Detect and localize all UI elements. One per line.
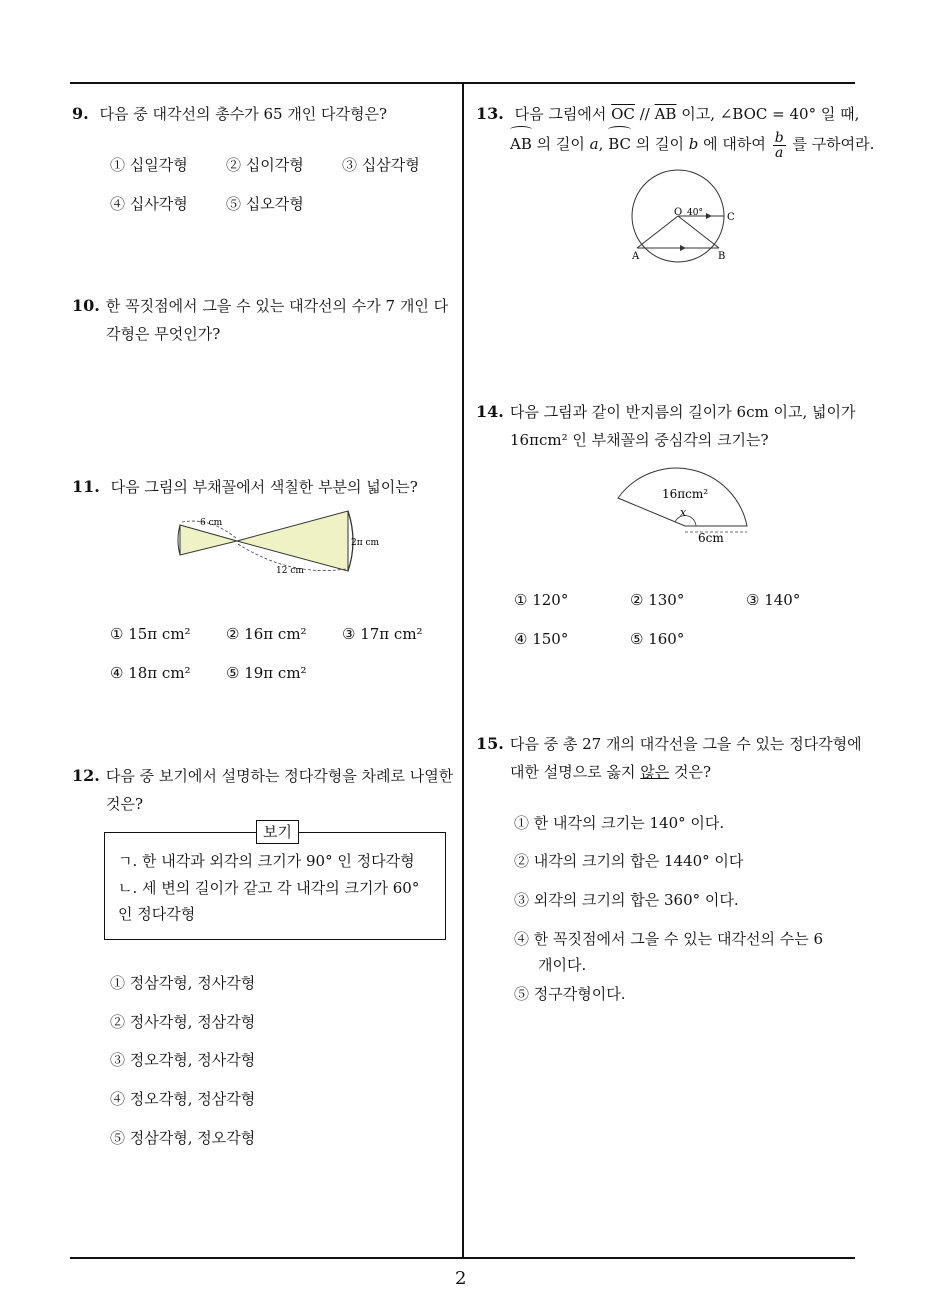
segment-ob-line [678,216,719,248]
bogi-line-2: ㄴ. 세 변의 길이가 같고 각 내각의 크기가 60° [118,879,420,897]
choice-4-cont: 개이다. [538,956,587,974]
q13-text-d: 의 길이 [635,135,684,153]
fraction-denominator: a [774,144,784,161]
choice-4[interactable]: ④ 한 꼭짓점에서 그을 수 있는 대각선의 수는 6 [514,930,824,948]
choice-4[interactable]: ④ 18π cm² [110,664,191,682]
choice-4[interactable]: ④ 십사각형 [110,195,188,213]
question-11 [72,473,418,501]
label-c: C [727,212,735,223]
question-text-line1: 다음 중 총 27 개의 대각선을 그을 수 있는 정다각형에 [509,735,862,753]
question-text-line2: 16πcm² 인 부채꼴의 중심각의 크기는? [510,431,769,449]
q13-text-e: 에 대하여 [703,135,766,153]
label-angle: 40° [687,208,703,218]
bogi-line-3: 인 정다각형 [118,905,196,923]
choice-1[interactable]: ① 한 내각의 크기는 140° 이다. [514,814,725,832]
underlined-word: 않은 [640,763,670,781]
choice-5[interactable]: ⑤ 십오각형 [226,195,304,213]
segment-oc: $\overline{OC}$ [611,105,635,123]
choice-1[interactable]: ① 십일각형 [110,156,188,174]
shaded-region [180,525,237,555]
label-x: x [680,506,687,519]
q13-text-f: 를 구하여라. [792,135,875,153]
choice-5[interactable]: ⑤ 19π cm² [226,664,307,682]
question-10 [72,292,448,348]
segment-ab: $\overline{AB}$ [654,105,677,123]
question-14 [476,398,855,454]
choice-5[interactable]: ⑤ 정삼각형, 정오각형 [110,1129,256,1147]
question-text-line2b: 것은? [674,763,712,781]
arrow-ab [680,245,686,251]
question-number: 14. [476,402,504,421]
q13-text-b: 이고, ∠BOC = 40° 일 때, [681,105,860,123]
arc-bc: BC [608,130,631,158]
column-divider [462,82,464,1258]
page-number: 2 [455,1268,467,1289]
circle-figure [620,168,750,268]
question-12 [72,762,453,818]
choice-3[interactable]: ③ 17π cm² [342,625,423,643]
arc-ab: AB [510,130,532,158]
choice-5[interactable]: ⑤ 정구각형이다. [514,985,626,1003]
choice-2[interactable]: ② 내각의 크기의 합은 1440° 이다 [514,852,744,870]
label-a: A [632,251,640,262]
choice-3[interactable]: ③ 십삼각형 [342,156,420,174]
label-12cm: 12 cm [276,566,304,576]
question-number: 15. [476,734,504,753]
question-15 [476,730,862,786]
question-text-line2: 각형은 무엇인가? [106,325,221,343]
question-text-line1: 다음 그림과 같이 반지름의 길이가 6cm 이고, 넓이가 [509,403,856,421]
sector-figure [610,460,760,550]
arrow-oc [706,213,712,219]
bogi-label: 보기 [256,820,299,844]
comma: , [598,135,604,153]
fraction-b-over-a [773,131,786,160]
choice-3[interactable]: ③ 정오각형, 정사각형 [110,1051,256,1069]
bogi-line-1: ㄱ. 한 내각과 외각의 크기가 90° 인 정다각형 [118,852,415,870]
question-text: 다음 그림의 부채꼴에서 색칠한 부분의 넓이는? [110,478,418,496]
question-number: 12. [72,766,100,785]
label-area: 16πcm² [662,487,709,501]
question-text-line2a: 대한 설명으로 옳지 [510,763,636,781]
choice-2[interactable]: ② 16π cm² [226,625,307,643]
question-9 [72,100,387,128]
var-a: a [589,135,599,153]
choice-4[interactable]: ④ 정오각형, 정삼각형 [110,1090,256,1108]
label-radius: 6cm [698,531,724,545]
var-b: b [688,135,699,153]
q13-text-a: 다음 그림에서 [514,105,607,123]
sector-figure [170,505,390,580]
choice-1[interactable]: ① 정삼각형, 정사각형 [110,974,256,992]
label-2pi: 2π cm [351,538,380,548]
question-number: 9. [72,104,89,123]
question-number: 11. [72,477,100,496]
choice-1[interactable]: ① 15π cm² [110,625,191,643]
segment-oa-line [637,216,678,248]
label-o: O [674,207,683,218]
label-6cm: 6 cm [200,518,223,528]
question-text-line1: 한 꼭짓점에서 그을 수 있는 대각선의 수가 7 개인 다 [105,297,449,315]
question-13 [476,100,874,160]
choice-1[interactable]: ① 120° [514,591,569,609]
choice-3[interactable]: ③ 외각의 크기의 합은 360° 이다. [514,891,739,909]
question-number: 13. [476,104,504,123]
choice-4[interactable]: ④ 150° [514,630,569,648]
parallel-sign: // [639,105,650,123]
question-text: 다음 중 대각선의 총수가 65 개인 다각형은? [99,105,388,123]
choice-5[interactable]: ⑤ 160° [630,630,685,648]
choice-2[interactable]: ② 십이각형 [226,156,304,174]
label-b: B [718,251,726,262]
choice-2[interactable]: ② 130° [630,591,685,609]
fraction-numerator: b [774,129,784,146]
choice-3[interactable]: ③ 140° [746,591,801,609]
shaded-region-large [237,511,348,571]
q13-text-c: 의 길이 [536,135,585,153]
choice-2[interactable]: ② 정사각형, 정삼각형 [110,1013,256,1031]
question-number: 10. [72,296,100,315]
question-text-line1: 다음 중 보기에서 설명하는 정다각형을 차례로 나열한 [105,767,454,785]
question-text-line2: 것은? [106,795,144,813]
